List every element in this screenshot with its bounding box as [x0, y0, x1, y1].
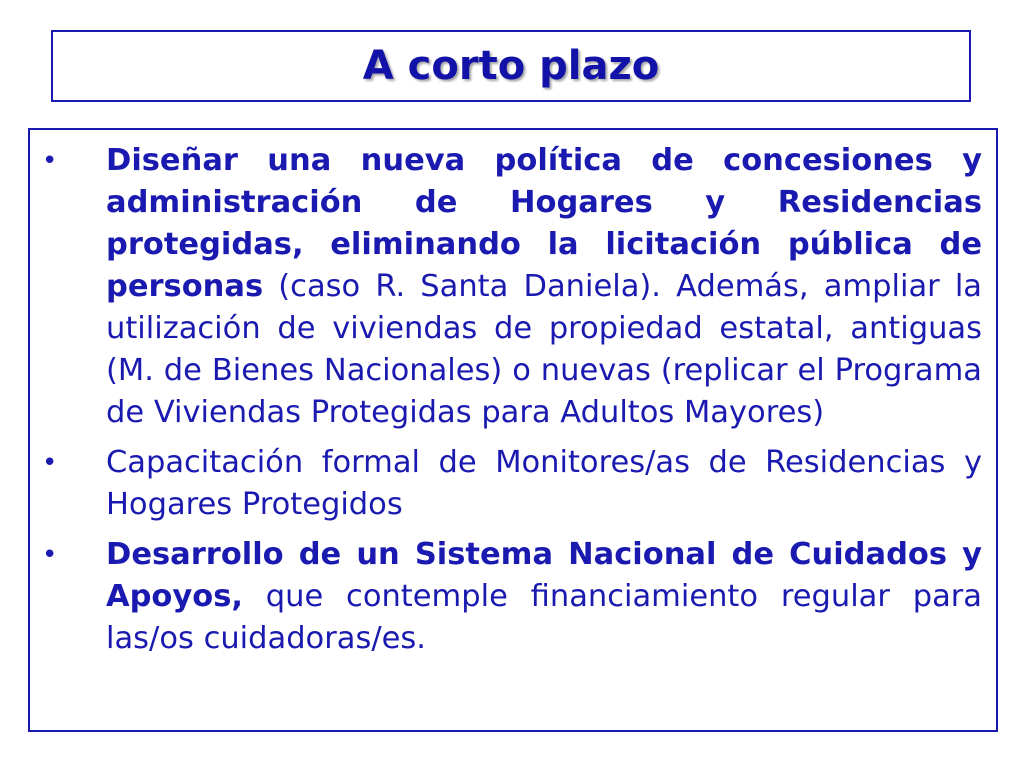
bullet-icon: • [42, 146, 58, 176]
bullet-text: que contemple financiamiento regular para las/os cuidadoras/es. [106, 579, 982, 656]
bullet-text: (caso R. Santa Daniela). Además, ampliar la utilización de viviendas de propiedad estatal, antiguas (M. de Bienes Nacionales) o nuevas (replicar el Programa de Viviendas Protegidas para Adultos Mayores) [106, 269, 982, 430]
content-box [28, 128, 998, 732]
bullet-icon: • [42, 448, 58, 478]
bullet-list [30, 140, 982, 660]
bullet-bold-text: Desarrollo de un Sistema Nacional de Cuidados y Apoyos, [106, 537, 982, 614]
bullet-text: Capacitación formal de Monitores/as de Residencias y Hogares Protegidos [106, 445, 982, 522]
bullet-icon: • [42, 540, 58, 570]
bullet-bold-text: Diseñar una nueva política de concesiones y administración de Hogares y Residencias protegidas, eliminando la licitación pública de personas [106, 143, 982, 304]
title-box [51, 30, 971, 102]
list-item [30, 534, 982, 660]
page-title: A corto plazo [362, 43, 660, 89]
list-item [30, 442, 982, 526]
list-item [30, 140, 982, 434]
